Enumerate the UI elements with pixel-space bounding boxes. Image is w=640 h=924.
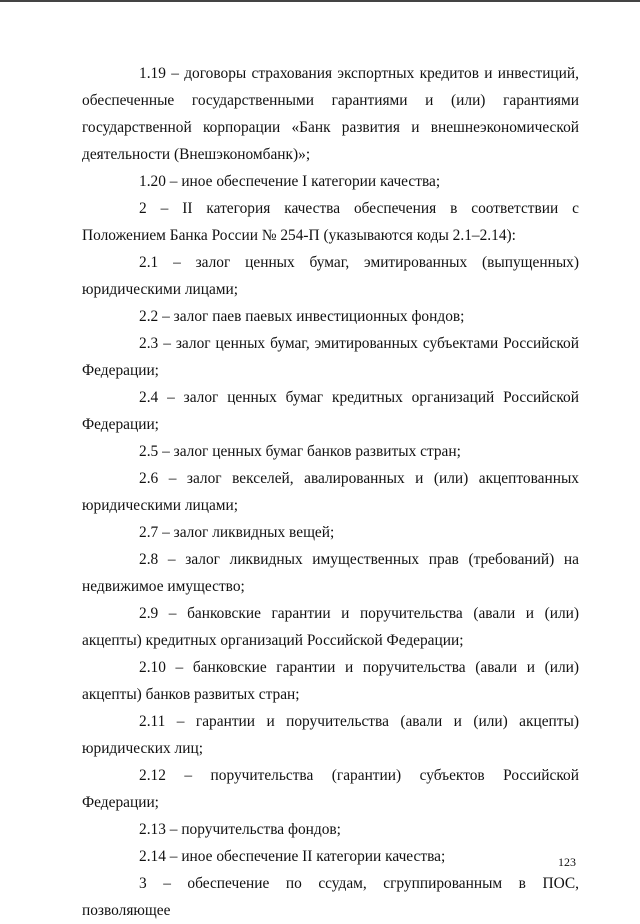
paragraph-1-19: 1.19 – договоры страхования экспортных кредитов и инвестиций, обеспеченные государственными гарантиями и (или) гарантиями государственной корпорации «Банк развития и внешнеэкономической деятельности (Внешэкономбанк)»; [82,65,579,163]
paragraph-2-13: 2.13 – поручительства фондов; [139,821,341,838]
paragraph-3: 3 – обеспечение по ссудам, сгруппированным в ПОС, позволяющее [82,875,579,919]
paragraph-2-2: 2.2 – залог паев паевых инвестиционных фондов; [139,308,465,325]
paragraph-2-3: 2.3 – залог ценных бумаг, эмитированных субъектами Российской Федерации; [82,335,579,379]
document-body [82,60,579,924]
paragraph-2-1: 2.1 – залог ценных бумаг, эмитированных (выпущенных) юридическими лицами; [82,254,579,298]
paragraph-2-11: 2.11 – гарантии и поручительства (авали и (или) акцепты) юридических лиц; [82,713,579,757]
paragraph-2-5: 2.5 – залог ценных бумаг банков развитых стран; [139,443,461,460]
paragraph-2-10: 2.10 – банковские гарантии и поручительства (авали и (или) акцепты) банков развитых стран; [82,659,579,703]
paragraph-2: 2 – II категория качества обеспечения в соответствии с Положением Банка России № 254-П (указываются коды 2.1–2.14): [82,200,579,244]
paragraph-2-8: 2.8 – залог ликвидных имущественных прав (требований) на недвижимое имущество; [82,551,579,595]
paragraph-1-20: 1.20 – иное обеспечение I категории качества; [139,173,441,190]
paragraph-2-6: 2.6 – залог векселей, авалированных и (или) акцептованных юридическими лицами; [82,470,579,514]
paragraph-2-14: 2.14 – иное обеспечение II категории качества; [139,848,446,865]
paragraph-2-12: 2.12 – поручительства (гарантии) субъектов Российской Федерации; [82,767,579,811]
top-border-line [0,0,640,2]
page-number: 123 [558,855,576,869]
paragraph-2-4: 2.4 – залог ценных бумаг кредитных организаций Российской Федерации; [82,389,579,433]
paragraph-2-9: 2.9 – банковские гарантии и поручительства (авали и (или) акцепты) кредитных организаций Российской Федерации; [82,605,579,649]
paragraph-2-7: 2.7 – залог ликвидных вещей; [139,524,335,541]
